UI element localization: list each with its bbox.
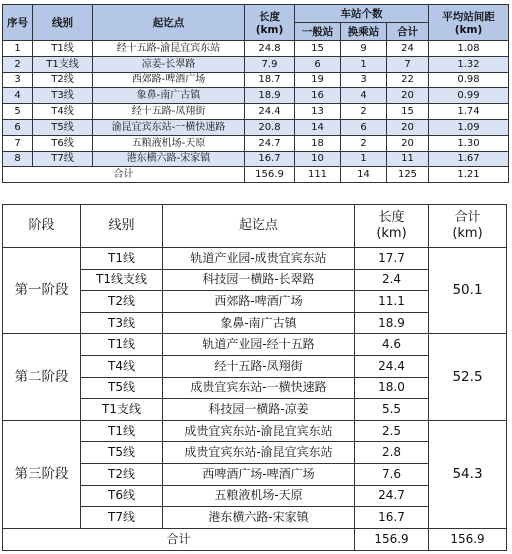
header-transfer: 换乘站 — [341, 23, 387, 41]
cell-length: 7.9 — [245, 56, 295, 72]
cell-line: T1线 — [33, 41, 93, 57]
cell-total: 15 — [387, 104, 429, 120]
cell-line: T2线 — [81, 291, 163, 313]
cell-transfer: 1 — [341, 151, 387, 167]
cell-route: 港东横六路-宋家镇 — [163, 507, 355, 529]
cell-length: 24.8 — [245, 41, 295, 57]
cell-no: 8 — [3, 151, 33, 167]
cell-route: 西啤酒广场-啤酒广场 — [163, 463, 355, 485]
cell-total: 11 — [387, 151, 429, 167]
header-length-label: 长度 — [378, 210, 405, 225]
cell-normal: 6 — [295, 56, 341, 72]
cell-no: 6 — [3, 119, 33, 135]
cell-line: T4线 — [81, 355, 163, 377]
cell-length: 18.7 — [245, 72, 295, 88]
cell-length: 5.5 — [355, 399, 429, 421]
cell-route: 科技园一横路-长翠路 — [163, 269, 355, 291]
cell-route: 港东横六路-宋家镇 — [93, 151, 245, 167]
cell-length: 11.1 — [355, 291, 429, 313]
cell-avg: 1.08 — [429, 41, 509, 57]
cell-avg: 1.32 — [429, 56, 509, 72]
cell-length: 2.5 — [355, 420, 429, 442]
table-row — [3, 119, 509, 135]
cell-avg: 1.74 — [429, 104, 509, 120]
header-stage: 阶段 — [3, 205, 81, 248]
cell-route: 轨道产业园-经十五路 — [163, 334, 355, 356]
stage-name: 第二阶段 — [3, 334, 81, 420]
header-subtotal: 合计 — [387, 23, 429, 41]
cell-line: T6线 — [33, 135, 93, 151]
cell-normal: 13 — [295, 104, 341, 120]
header-length-label: 长度 — [259, 11, 280, 23]
cell-route: 西郊路-啤酒广场 — [93, 72, 245, 88]
cell-avg: 0.99 — [429, 88, 509, 104]
cell-normal: 16 — [295, 88, 341, 104]
stage-name: 第三阶段 — [3, 420, 81, 528]
cell-line: T5线 — [81, 377, 163, 399]
cell-line: T7线 — [33, 151, 93, 167]
header-total-unit: (km) — [452, 226, 483, 241]
sum-label: 合计 — [3, 167, 245, 183]
cell-route: 成贵宜宾东站-渝昆宜宾东站 — [163, 420, 355, 442]
cell-line: T6线 — [81, 485, 163, 507]
cell-total: 7 — [387, 56, 429, 72]
cell-route: 轨道产业园-成贵宜宾东站 — [163, 248, 355, 270]
cell-length: 18.0 — [355, 377, 429, 399]
sum-total: 125 — [387, 167, 429, 183]
cell-avg: 1.30 — [429, 135, 509, 151]
cell-length: 24.4 — [245, 104, 295, 120]
table-row — [3, 72, 509, 88]
header-total-label: 合计 — [454, 210, 481, 225]
cell-transfer: 1 — [341, 56, 387, 72]
cell-length: 24.4 — [355, 355, 429, 377]
cell-route: 象鼻-南广古镇 — [93, 88, 245, 104]
header-avg-label: 平均站间距 — [442, 11, 495, 23]
cell-no: 1 — [3, 41, 33, 57]
cell-length: 16.7 — [245, 151, 295, 167]
cell-total: 20 — [387, 119, 429, 135]
header-total — [429, 205, 507, 248]
header-normal: 一般站 — [295, 23, 341, 41]
cell-line: T7线 — [81, 507, 163, 529]
header-length — [245, 5, 295, 41]
stage-total: 54.3 — [429, 420, 507, 528]
cell-length: 2.8 — [355, 442, 429, 464]
cell-no: 2 — [3, 56, 33, 72]
cell-transfer: 2 — [341, 104, 387, 120]
header-route: 起讫点 — [93, 5, 245, 41]
cell-length: 18.9 — [355, 312, 429, 334]
cell-total: 22 — [387, 72, 429, 88]
cell-route: 五粮液机场-天原 — [163, 485, 355, 507]
cell-route: 经十五路-渝昆宜宾东站 — [93, 41, 245, 57]
cell-length: 4.6 — [355, 334, 429, 356]
line-station-table — [2, 4, 509, 183]
stage-total: 52.5 — [429, 334, 507, 420]
cell-length: 18.9 — [245, 88, 295, 104]
header-no: 序号 — [3, 5, 33, 41]
cell-route: 成贵宜宾东站-渝昆宜宾东站 — [163, 442, 355, 464]
table-row — [3, 248, 507, 270]
table-row — [3, 334, 507, 356]
cell-length: 16.7 — [355, 507, 429, 529]
cell-normal: 15 — [295, 41, 341, 57]
header-length-unit: (km) — [376, 226, 407, 241]
table-row — [3, 135, 509, 151]
cell-line: T5线 — [33, 119, 93, 135]
cell-transfer: 2 — [341, 135, 387, 151]
cell-length: 20.8 — [245, 119, 295, 135]
cell-line: T1线 — [81, 248, 163, 270]
header-line: 线别 — [33, 5, 93, 41]
table-row — [3, 88, 509, 104]
cell-line: T3线 — [81, 312, 163, 334]
header-length-unit: (km) — [255, 24, 284, 36]
cell-total: 20 — [387, 135, 429, 151]
cell-transfer: 4 — [341, 88, 387, 104]
cell-line: T1线 — [81, 334, 163, 356]
cell-no: 5 — [3, 104, 33, 120]
cell-length: 7.6 — [355, 463, 429, 485]
header-route: 起讫点 — [163, 205, 355, 248]
sum-total: 156.9 — [429, 528, 507, 550]
cell-avg: 1.09 — [429, 119, 509, 135]
header-length — [355, 205, 429, 248]
sum-normal: 111 — [295, 167, 341, 183]
cell-normal: 14 — [295, 119, 341, 135]
stage-name: 第一阶段 — [3, 248, 81, 334]
sum-row — [3, 167, 509, 183]
stage-table — [2, 204, 507, 551]
table-row — [3, 104, 509, 120]
header-line: 线别 — [81, 205, 163, 248]
cell-length: 24.7 — [355, 485, 429, 507]
cell-route: 凉姜-长翠路 — [93, 56, 245, 72]
cell-line: T5线 — [81, 442, 163, 464]
cell-avg: 0.98 — [429, 72, 509, 88]
cell-length: 17.7 — [355, 248, 429, 270]
cell-line: T3线 — [33, 88, 93, 104]
cell-route: 成贵宜宾东站-一横快速路 — [163, 377, 355, 399]
cell-route: 经十五路-凤翔街 — [93, 104, 245, 120]
header-stations: 车站个数 — [295, 5, 429, 23]
cell-no: 4 — [3, 88, 33, 104]
cell-length: 2.4 — [355, 269, 429, 291]
cell-route: 经十五路-凤翔街 — [163, 355, 355, 377]
stage-total: 50.1 — [429, 248, 507, 334]
cell-normal: 18 — [295, 135, 341, 151]
cell-line: T2线 — [81, 463, 163, 485]
cell-line: T4线 — [33, 104, 93, 120]
table-row — [3, 420, 507, 442]
table-row — [3, 56, 509, 72]
cell-transfer: 3 — [341, 72, 387, 88]
cell-route: 西郊路-啤酒广场 — [163, 291, 355, 313]
sum-length: 156.9 — [355, 528, 429, 550]
cell-line: T1线支线 — [81, 269, 163, 291]
header-avg-unit: (km) — [454, 24, 483, 36]
cell-line: T2线 — [33, 72, 93, 88]
sum-avg: 1.21 — [429, 167, 509, 183]
cell-transfer: 6 — [341, 119, 387, 135]
cell-total: 20 — [387, 88, 429, 104]
sum-length: 156.9 — [245, 167, 295, 183]
cell-route: 五粮液机场-天原 — [93, 135, 245, 151]
table-row — [3, 41, 509, 57]
header-avg — [429, 5, 509, 41]
cell-route: 渝昆宜宾东站-一横快速路 — [93, 119, 245, 135]
cell-line: T1线 — [81, 420, 163, 442]
cell-length: 24.7 — [245, 135, 295, 151]
cell-normal: 19 — [295, 72, 341, 88]
cell-no: 3 — [3, 72, 33, 88]
cell-line: T1支线 — [81, 399, 163, 421]
cell-transfer: 9 — [341, 41, 387, 57]
cell-normal: 10 — [295, 151, 341, 167]
cell-total: 24 — [387, 41, 429, 57]
cell-line: T1支线 — [33, 56, 93, 72]
sum-label: 合计 — [3, 528, 355, 550]
sum-row — [3, 528, 507, 550]
sum-transfer: 14 — [341, 167, 387, 183]
table-row — [3, 151, 509, 167]
cell-no: 7 — [3, 135, 33, 151]
cell-avg: 1.67 — [429, 151, 509, 167]
cell-route: 科技园一横路-凉姜 — [163, 399, 355, 421]
cell-route: 象鼻-南广古镇 — [163, 312, 355, 334]
